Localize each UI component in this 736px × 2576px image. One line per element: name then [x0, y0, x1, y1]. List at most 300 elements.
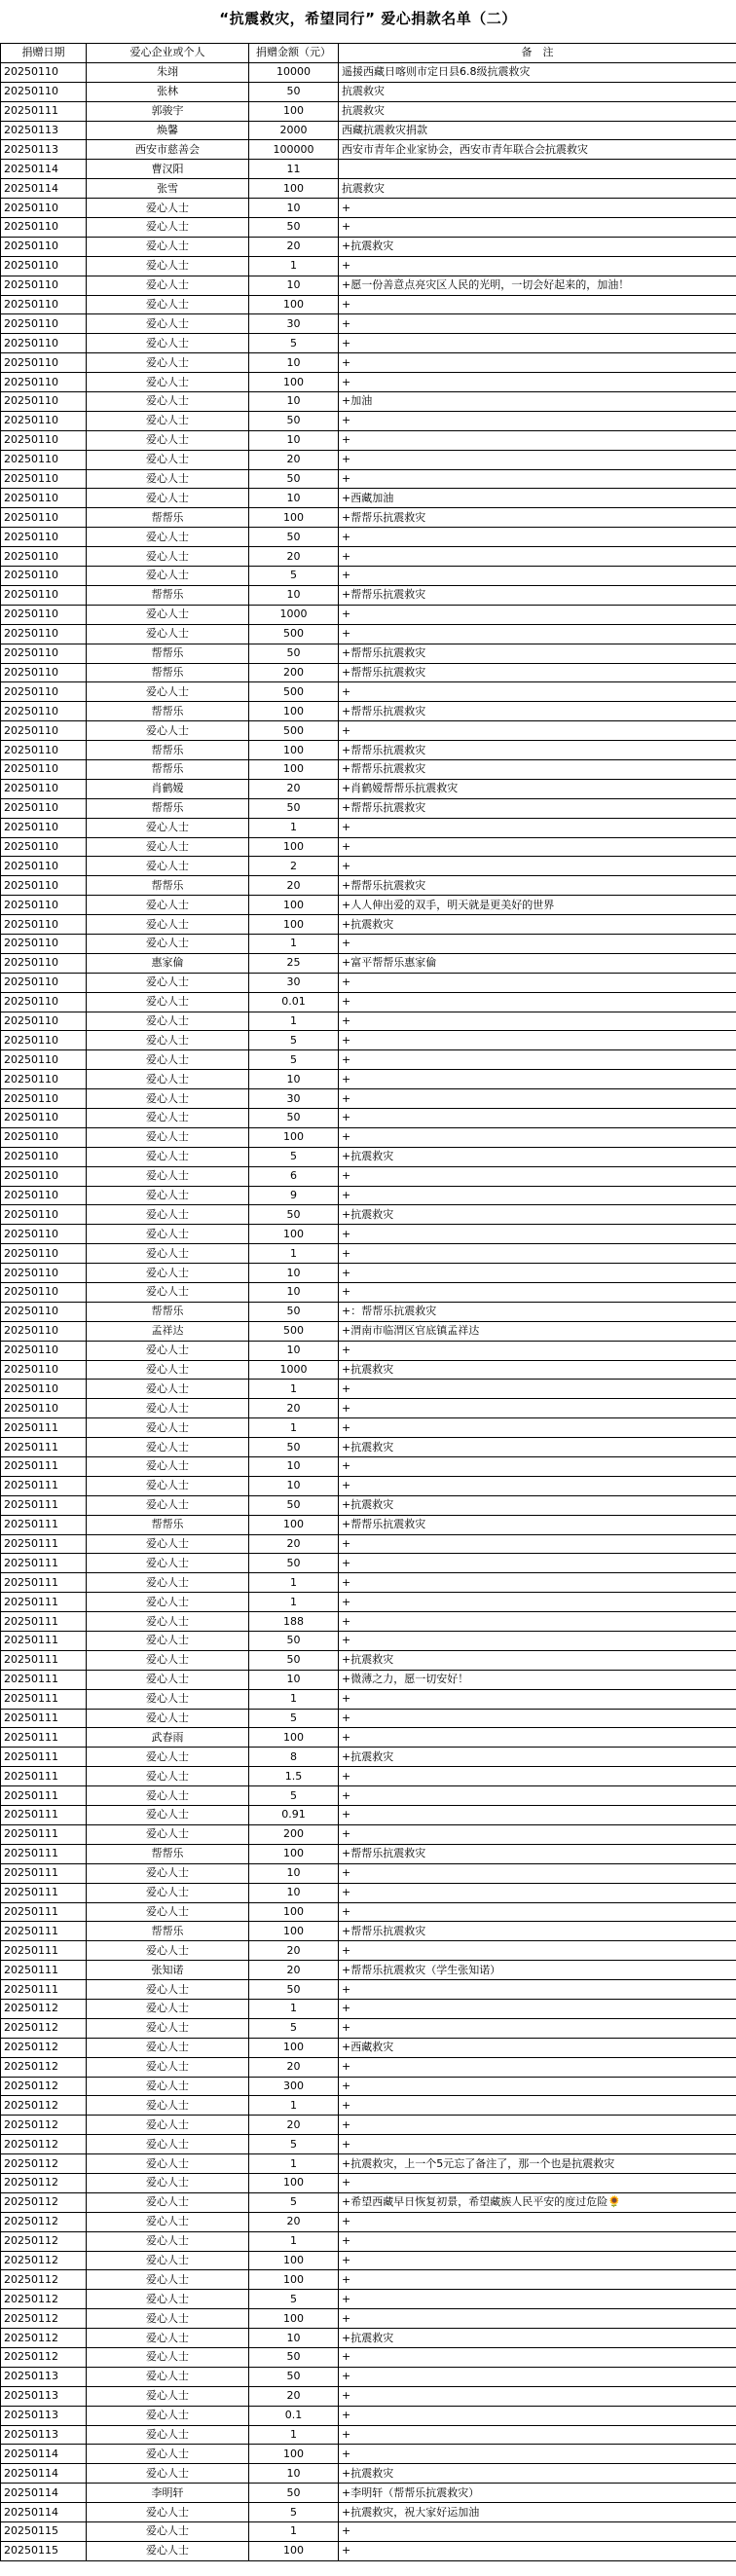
table-row [1, 741, 736, 760]
cell-note: + [339, 682, 736, 702]
cell-note: + [339, 1070, 736, 1089]
cell-amount: 10000 [249, 62, 339, 82]
cell-amount: 5 [249, 1147, 339, 1166]
table-row [1, 779, 736, 798]
table-row [1, 2464, 736, 2484]
cell-donor: 爱心人士 [87, 1534, 249, 1554]
table-row [1, 915, 736, 935]
cell-amount: 10 [249, 276, 339, 295]
cell-amount: 1 [249, 1244, 339, 1264]
cell-date: 20250110 [1, 411, 87, 430]
cell-note: + [339, 1767, 736, 1786]
cell-amount: 100 [249, 702, 339, 721]
table-body [1, 62, 736, 2560]
table-row [1, 2096, 736, 2116]
cell-donor: 爱心人士 [87, 2135, 249, 2154]
cell-amount: 50 [249, 1554, 339, 1573]
cell-donor: 爱心人士 [87, 1264, 249, 1283]
cell-donor: 帮帮乐 [87, 585, 249, 605]
table-row [1, 1999, 736, 2018]
cell-donor: 爱心人士 [87, 857, 249, 876]
cell-donor: 帮帮乐 [87, 1844, 249, 1863]
cell-note: +抗震救灾 [339, 237, 736, 256]
cell-note: + [339, 1089, 736, 1109]
cell-date: 20250110 [1, 1360, 87, 1380]
table-row [1, 2135, 736, 2154]
cell-note: + [339, 2290, 736, 2309]
cell-donor: 爱心人士 [87, 2329, 249, 2348]
cell-note: +帮帮乐抗震救灾 [339, 663, 736, 682]
table-row [1, 1593, 736, 1612]
table-row [1, 2231, 736, 2251]
cell-amount: 100 [249, 2173, 339, 2192]
cell-donor: 爱心人士 [87, 276, 249, 295]
cell-date: 20250110 [1, 1225, 87, 1244]
cell-note: + [339, 1806, 736, 1825]
cell-date: 20250110 [1, 567, 87, 586]
cell-donor: 爱心人士 [87, 896, 249, 915]
table-row [1, 2329, 736, 2348]
cell-date: 20250110 [1, 953, 87, 973]
cell-amount: 20 [249, 1961, 339, 1980]
cell-note: + [339, 2212, 736, 2231]
header-donor: 爱心企业或个人 [87, 44, 249, 63]
cell-date: 20250112 [1, 2290, 87, 2309]
cell-date: 20250111 [1, 101, 87, 121]
cell-note: +帮帮乐抗震救灾 [339, 798, 736, 818]
cell-donor: 爱心人士 [87, 1786, 249, 1806]
cell-donor: 爱心人士 [87, 1186, 249, 1205]
cell-donor: 爱心人士 [87, 2154, 249, 2174]
table-row [1, 1902, 736, 1922]
cell-date: 20250112 [1, 2251, 87, 2270]
cell-note: 西安市青年企业家协会，西安市青年联合会抗震救灾 [339, 140, 736, 160]
table-row [1, 276, 736, 295]
cell-donor: 朱翊 [87, 62, 249, 82]
cell-date: 20250111 [1, 1554, 87, 1573]
cell-note: + [339, 2445, 736, 2464]
table-row [1, 353, 736, 373]
cell-amount: 50 [249, 1650, 339, 1670]
cell-date: 20250113 [1, 2406, 87, 2425]
cell-note: + [339, 1554, 736, 1573]
cell-donor: 西安市慈善会 [87, 140, 249, 160]
cell-date: 20250110 [1, 82, 87, 101]
cell-date: 20250112 [1, 2347, 87, 2367]
table-row [1, 1399, 736, 1418]
cell-amount: 30 [249, 314, 339, 334]
cell-note: + [339, 1264, 736, 1283]
cell-date: 20250111 [1, 1670, 87, 1689]
cell-note: + [339, 2231, 736, 2251]
cell-donor: 爱心人士 [87, 1980, 249, 2000]
cell-date: 20250112 [1, 2173, 87, 2192]
cell-note: + [339, 1341, 736, 1360]
cell-amount: 100 [249, 2445, 339, 2464]
cell-date: 20250112 [1, 2038, 87, 2057]
cell-donor: 爱心人士 [87, 256, 249, 276]
cell-donor: 武春雨 [87, 1728, 249, 1748]
cell-donor: 帮帮乐 [87, 1515, 249, 1534]
cell-date: 20250111 [1, 1632, 87, 1651]
cell-donor: 爱心人士 [87, 1748, 249, 1767]
cell-note: +帮帮乐抗震救灾 [339, 702, 736, 721]
cell-amount: 5 [249, 334, 339, 353]
table-row [1, 682, 736, 702]
cell-note: 抗震救灾 [339, 101, 736, 121]
cell-amount: 200 [249, 663, 339, 682]
cell-note: + [339, 1108, 736, 1127]
cell-note: +肖鹤嫒帮帮乐抗震救灾 [339, 779, 736, 798]
cell-donor: 爱心人士 [87, 915, 249, 935]
table-row [1, 1883, 736, 1902]
cell-date: 20250112 [1, 2096, 87, 2116]
cell-donor: 爱心人士 [87, 1225, 249, 1244]
cell-note: 西藏抗震救灾捐款 [339, 121, 736, 140]
table-row [1, 2541, 736, 2560]
cell-amount: 1 [249, 1012, 339, 1031]
cell-date: 20250110 [1, 314, 87, 334]
cell-date: 20250112 [1, 2154, 87, 2174]
cell-date: 20250113 [1, 121, 87, 140]
cell-donor: 爱心人士 [87, 2406, 249, 2425]
cell-date: 20250110 [1, 1166, 87, 1186]
cell-date: 20250111 [1, 1457, 87, 1477]
cell-amount: 100 [249, 741, 339, 760]
cell-amount: 100 [249, 915, 339, 935]
cell-amount: 100 [249, 179, 339, 199]
cell-donor: 爱心人士 [87, 1650, 249, 1670]
cell-amount: 5 [249, 2192, 339, 2212]
cell-note: + [339, 624, 736, 644]
cell-amount: 50 [249, 411, 339, 430]
table-row [1, 1012, 736, 1031]
table-row [1, 1166, 736, 1186]
cell-date: 20250110 [1, 1186, 87, 1205]
cell-date: 20250112 [1, 2329, 87, 2348]
cell-note: + [339, 1418, 736, 1438]
cell-note: 遥援西藏日喀则市定日县6.8级抗震救灾 [339, 62, 736, 82]
cell-note: + [339, 334, 736, 353]
cell-note: +：帮帮乐抗震救灾 [339, 1302, 736, 1321]
table-row [1, 469, 736, 489]
cell-note: + [339, 353, 736, 373]
cell-amount: 5 [249, 567, 339, 586]
cell-note: + [339, 1863, 736, 1883]
cell-amount: 5 [249, 1709, 339, 1728]
cell-date: 20250112 [1, 2212, 87, 2231]
cell-donor: 爱心人士 [87, 2290, 249, 2309]
cell-note: + [339, 2096, 736, 2116]
cell-donor: 爱心人士 [87, 1902, 249, 1922]
cell-donor: 爱心人士 [87, 2464, 249, 2484]
cell-amount: 100 [249, 837, 339, 857]
cell-note: + [339, 2425, 736, 2445]
cell-date: 20250112 [1, 2270, 87, 2290]
cell-date: 20250114 [1, 160, 87, 179]
cell-donor: 爱心人士 [87, 1070, 249, 1089]
cell-amount: 500 [249, 624, 339, 644]
cell-amount: 10 [249, 1883, 339, 1902]
cell-amount: 100 [249, 1922, 339, 1941]
cell-donor: 爱心人士 [87, 624, 249, 644]
cell-amount: 1 [249, 818, 339, 837]
table-row [1, 1689, 736, 1709]
cell-donor: 爱心人士 [87, 1166, 249, 1186]
cell-date: 20250111 [1, 1689, 87, 1709]
cell-amount: 20 [249, 876, 339, 896]
cell-amount: 10 [249, 1341, 339, 1360]
table-row [1, 798, 736, 818]
cell-amount: 10 [249, 1283, 339, 1303]
table-row [1, 2154, 736, 2174]
table-row [1, 1244, 736, 1264]
cell-note: + [339, 1728, 736, 1748]
cell-date: 20250110 [1, 392, 87, 412]
cell-amount: 50 [249, 218, 339, 238]
cell-amount: 5 [249, 1031, 339, 1050]
cell-date: 20250110 [1, 1108, 87, 1127]
cell-date: 20250111 [1, 1941, 87, 1961]
cell-note: +人人伸出爱的双手，明天就是更美好的世界 [339, 896, 736, 915]
cell-donor: 爱心人士 [87, 992, 249, 1012]
cell-amount: 188 [249, 1612, 339, 1632]
cell-date: 20250110 [1, 721, 87, 741]
cell-donor: 爱心人士 [87, 1283, 249, 1303]
page-title: “抗震救灾，希望同行” 爱心捐款名单（二） [219, 10, 517, 27]
cell-note: + [339, 1476, 736, 1495]
cell-date: 20250114 [1, 2484, 87, 2503]
table-row [1, 1380, 736, 1399]
cell-donor: 爱心人士 [87, 1824, 249, 1844]
cell-date: 20250111 [1, 1593, 87, 1612]
cell-note: + [339, 450, 736, 469]
cell-date: 20250110 [1, 276, 87, 295]
cell-note: + [339, 2135, 736, 2154]
cell-note: + [339, 2406, 736, 2425]
cell-donor: 爱心人士 [87, 2309, 249, 2329]
table-row [1, 2018, 736, 2038]
cell-note: + [339, 1902, 736, 1922]
cell-date: 20250110 [1, 973, 87, 992]
cell-note: + [339, 1980, 736, 2000]
table-row [1, 1070, 736, 1089]
table-row [1, 2251, 736, 2270]
cell-date: 20250110 [1, 682, 87, 702]
cell-note: + [339, 1380, 736, 1399]
cell-amount: 1 [249, 2522, 339, 2542]
cell-note: + [339, 992, 736, 1012]
cell-date: 20250112 [1, 2018, 87, 2038]
cell-date: 20250110 [1, 334, 87, 353]
cell-note: + [339, 295, 736, 314]
cell-donor: 爱心人士 [87, 1418, 249, 1438]
cell-donor: 爱心人士 [87, 411, 249, 430]
cell-donor: 爱心人士 [87, 2425, 249, 2445]
cell-amount: 11 [249, 160, 339, 179]
cell-amount: 100 [249, 1225, 339, 1244]
cell-donor: 爱心人士 [87, 2270, 249, 2290]
table-row [1, 2367, 736, 2386]
cell-date: 20250110 [1, 896, 87, 915]
cell-donor: 帮帮乐 [87, 798, 249, 818]
donation-table [0, 43, 736, 2561]
table-row [1, 1554, 736, 1573]
cell-amount: 5 [249, 2018, 339, 2038]
cell-amount: 1 [249, 2154, 339, 2174]
cell-date: 20250110 [1, 353, 87, 373]
cell-donor: 爱心人士 [87, 2445, 249, 2464]
cell-donor: 爱心人士 [87, 1495, 249, 1515]
cell-note: +希望西藏早日恢复初景，希望藏族人民平安的度过危险🌻 [339, 2192, 736, 2212]
table-row [1, 1767, 736, 1786]
cell-donor: 爱心人士 [87, 430, 249, 450]
cell-donor: 爱心人士 [87, 469, 249, 489]
table-row [1, 1824, 736, 1844]
cell-note: + [339, 1941, 736, 1961]
cell-amount: 1 [249, 934, 339, 953]
cell-date: 20250111 [1, 1612, 87, 1632]
cell-donor: 孟祥达 [87, 1321, 249, 1341]
cell-donor: 爱心人士 [87, 2057, 249, 2077]
cell-date: 20250110 [1, 857, 87, 876]
table-row [1, 1863, 736, 1883]
cell-amount: 1 [249, 2231, 339, 2251]
cell-amount: 300 [249, 2077, 339, 2096]
cell-note: + [339, 1244, 736, 1264]
cell-date: 20250111 [1, 1573, 87, 1593]
table-row [1, 624, 736, 644]
cell-note: +抗震救灾 [339, 1495, 736, 1515]
cell-amount: 100 [249, 2309, 339, 2329]
cell-amount: 1 [249, 1573, 339, 1593]
cell-date: 20250114 [1, 2464, 87, 2484]
cell-note: + [339, 818, 736, 837]
cell-amount: 50 [249, 798, 339, 818]
table-row [1, 1515, 736, 1534]
table-row [1, 1709, 736, 1728]
cell-note: + [339, 469, 736, 489]
table-row [1, 140, 736, 160]
table-row [1, 759, 736, 779]
cell-date: 20250110 [1, 1341, 87, 1360]
cell-donor: 爱心人士 [87, 489, 249, 508]
cell-amount: 20 [249, 547, 339, 567]
cell-note: +抗震救灾 [339, 915, 736, 935]
cell-date: 20250110 [1, 915, 87, 935]
cell-note: +帮帮乐抗震救灾 [339, 741, 736, 760]
cell-note: +渭南市临渭区官底镇孟祥达 [339, 1321, 736, 1341]
cell-date: 20250110 [1, 1070, 87, 1089]
cell-note: +抗震救灾 [339, 2464, 736, 2484]
cell-note: +抗震救灾 [339, 1748, 736, 1767]
cell-amount: 20 [249, 2116, 339, 2135]
table-row [1, 992, 736, 1012]
table-row [1, 237, 736, 256]
cell-note: + [339, 1573, 736, 1593]
table-row [1, 179, 736, 199]
cell-note: + [339, 430, 736, 450]
cell-note: +西藏救灾 [339, 2038, 736, 2057]
table-row [1, 450, 736, 469]
cell-note: +帮帮乐抗震救灾 [339, 759, 736, 779]
table-row [1, 528, 736, 547]
cell-amount: 0.01 [249, 992, 339, 1012]
cell-note: + [339, 218, 736, 238]
table-row [1, 334, 736, 353]
table-row [1, 1650, 736, 1670]
table-row [1, 1186, 736, 1205]
cell-amount: 10 [249, 2464, 339, 2484]
cell-date: 20250110 [1, 798, 87, 818]
cell-date: 20250114 [1, 2503, 87, 2522]
cell-donor: 爱心人士 [87, 1360, 249, 1380]
cell-date: 20250111 [1, 1922, 87, 1941]
table-row [1, 1844, 736, 1863]
cell-donor: 爱心人士 [87, 1554, 249, 1573]
table-row [1, 314, 736, 334]
table-row [1, 392, 736, 412]
cell-donor: 爱心人士 [87, 1438, 249, 1457]
cell-amount: 5 [249, 2290, 339, 2309]
table-row [1, 1225, 736, 1244]
cell-amount: 0.1 [249, 2406, 339, 2425]
cell-amount: 100 [249, 508, 339, 528]
header-note: 备 注 [339, 44, 736, 63]
cell-note: + [339, 567, 736, 586]
table-row [1, 295, 736, 314]
cell-donor: 爱心人士 [87, 1593, 249, 1612]
table-row [1, 896, 736, 915]
cell-amount: 50 [249, 2347, 339, 2367]
cell-note: + [339, 857, 736, 876]
table-row [1, 121, 736, 140]
cell-donor: 爱心人士 [87, 2192, 249, 2212]
cell-donor: 爱心人士 [87, 1612, 249, 1632]
cell-donor: 爱心人士 [87, 1089, 249, 1109]
cell-amount: 25 [249, 953, 339, 973]
cell-donor: 张林 [87, 82, 249, 101]
cell-amount: 10 [249, 2329, 339, 2348]
cell-donor: 爱心人士 [87, 2386, 249, 2406]
cell-amount: 1000 [249, 1360, 339, 1380]
cell-amount: 8 [249, 1748, 339, 1767]
cell-note: + [339, 605, 736, 624]
cell-note: +帮帮乐抗震救灾 [339, 1844, 736, 1863]
table-row [1, 605, 736, 624]
cell-amount: 500 [249, 1321, 339, 1341]
cell-donor: 爱心人士 [87, 1050, 249, 1070]
cell-note: + [339, 837, 736, 857]
cell-date: 20250111 [1, 1883, 87, 1902]
cell-donor: 爱心人士 [87, 2522, 249, 2542]
cell-amount: 10 [249, 353, 339, 373]
table-row [1, 1476, 736, 1495]
cell-date: 20250110 [1, 663, 87, 682]
table-row [1, 256, 736, 276]
table-row [1, 857, 736, 876]
cell-amount: 20 [249, 2386, 339, 2406]
cell-note: +帮帮乐抗震救灾 [339, 585, 736, 605]
cell-amount: 100 [249, 101, 339, 121]
cell-date: 20250111 [1, 1902, 87, 1922]
table-row [1, 2270, 736, 2290]
cell-donor: 肖鹤嫒 [87, 779, 249, 798]
table-row [1, 663, 736, 682]
cell-amount: 100 [249, 2038, 339, 2057]
table-row [1, 2309, 736, 2329]
cell-amount: 10 [249, 585, 339, 605]
